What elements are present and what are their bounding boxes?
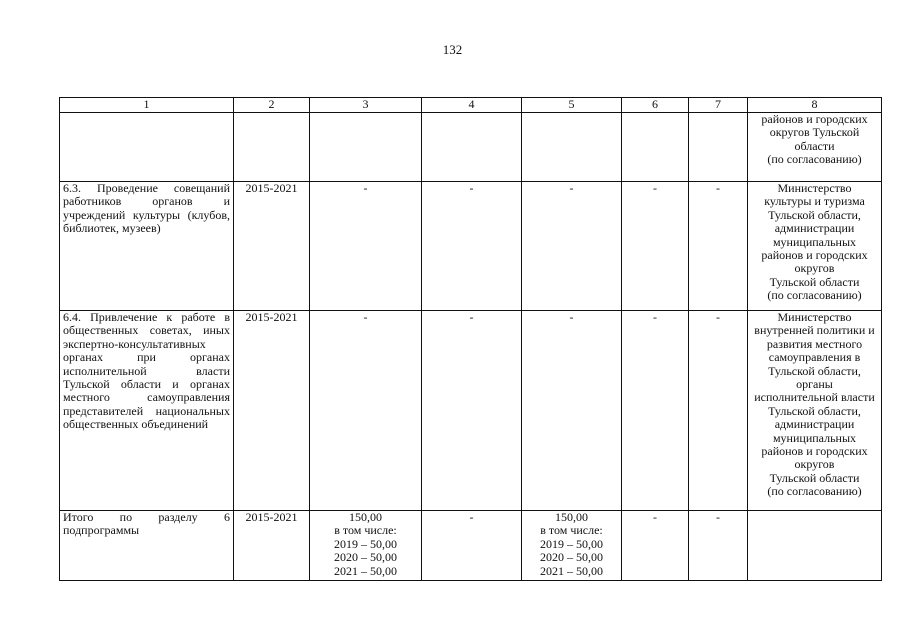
cell-responsible: районов и городских округов Тульской области (по согласованию) <box>748 113 882 182</box>
cell-regional: - <box>522 311 622 511</box>
header-col-6: 6 <box>622 98 689 113</box>
cell-period: 2015-2021 <box>234 311 310 511</box>
cell-responsible: Министерство внутренней политики и развития местного самоуправления в Тульской области, органы исполнительной власти Тульской области, администрации муниципальных районов и городских округов Тульской области (по согласованию) <box>748 311 882 511</box>
page-number: 132 <box>442 42 463 57</box>
cell-local: - <box>622 182 689 311</box>
cell-total: - <box>310 311 422 511</box>
table-row-total <box>60 511 882 581</box>
table-row-6-3 <box>60 182 882 311</box>
header-col-8: 8 <box>748 98 882 113</box>
table-row-continuation <box>60 113 882 182</box>
cell-local: - <box>622 311 689 511</box>
cell-federal <box>422 113 522 182</box>
header-col-3: 3 <box>310 98 422 113</box>
header-row <box>60 98 882 113</box>
cell-regional <box>522 113 622 182</box>
cell-regional: 150,00 в том числе: 2019 – 50,00 2020 – 50,00 2021 – 50,00 <box>522 511 622 581</box>
cell-total <box>310 113 422 182</box>
cell-extra: - <box>689 311 748 511</box>
cell-period: 2015-2021 <box>234 511 310 581</box>
cell-responsible <box>748 511 882 581</box>
cell-measure: Итого по разделу 6 подпрограммы <box>60 511 234 581</box>
header-col-5: 5 <box>522 98 622 113</box>
header-col-4: 4 <box>422 98 522 113</box>
cell-extra: - <box>689 182 748 311</box>
table-row-6-4 <box>60 311 882 511</box>
cell-measure: 6.4. Привлечение к работе в общественных советах, иных экспертно-консультативных органах при органах исполнительной власти Тульской области и органах местного самоуправления представителей национальных общественных объединений <box>60 311 234 511</box>
cell-measure: 6.3. Проведение совещаний работников органов и учреждений культуры (клубов, библиотек, музеев) <box>60 182 234 311</box>
header-col-7: 7 <box>689 98 748 113</box>
cell-federal: - <box>422 311 522 511</box>
cell-total: - <box>310 182 422 311</box>
cell-extra: - <box>689 511 748 581</box>
cell-period <box>234 113 310 182</box>
cell-responsible: Министерство культуры и туризма Тульской области, администрации муниципальных районов и городских округов Тульской области (по согласованию) <box>748 182 882 311</box>
cell-regional: - <box>522 182 622 311</box>
header-col-1: 1 <box>60 98 234 113</box>
header-col-2: 2 <box>234 98 310 113</box>
cell-local: - <box>622 511 689 581</box>
cell-federal: - <box>422 511 522 581</box>
program-table <box>59 97 882 581</box>
cell-period: 2015-2021 <box>234 182 310 311</box>
cell-measure <box>60 113 234 182</box>
cell-total: 150,00 в том числе: 2019 – 50,00 2020 – 50,00 2021 – 50,00 <box>310 511 422 581</box>
cell-local <box>622 113 689 182</box>
cell-federal: - <box>422 182 522 311</box>
cell-extra <box>689 113 748 182</box>
